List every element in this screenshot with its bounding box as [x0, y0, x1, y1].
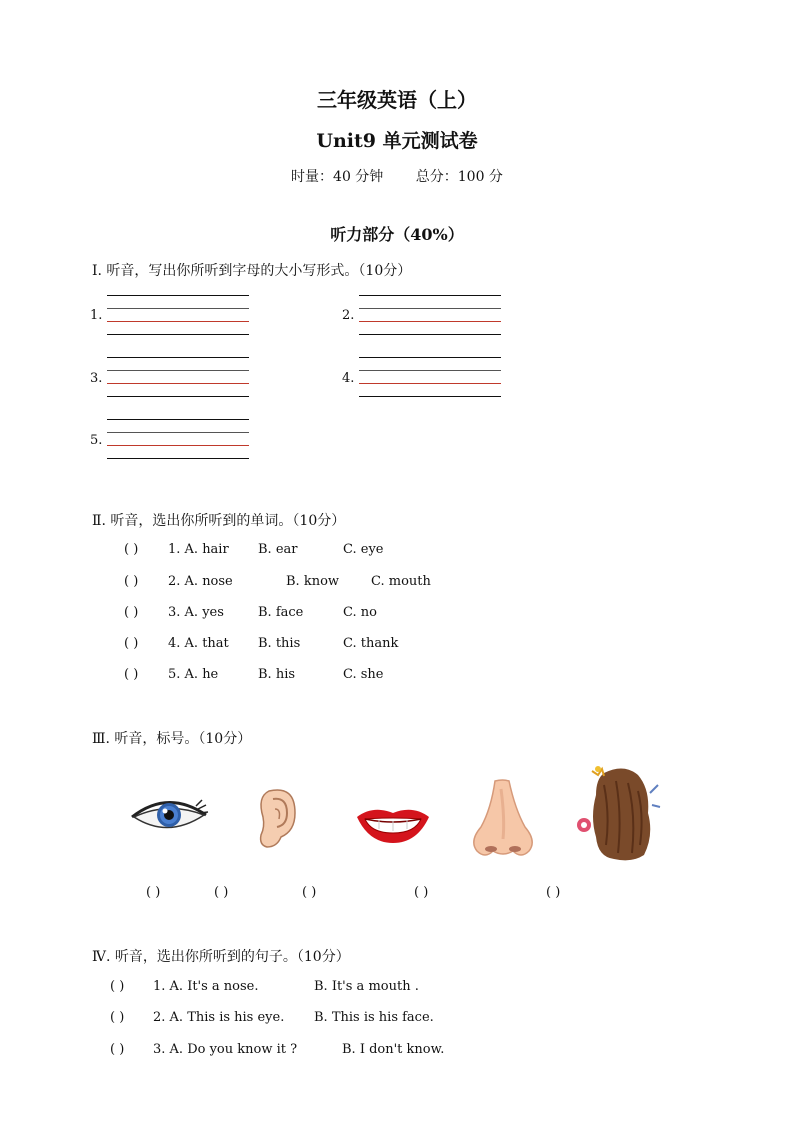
- part-heading: 听力部分（40%）: [330, 225, 464, 244]
- eye-picture: [128, 795, 210, 835]
- label-blank[interactable]: ( ): [302, 885, 317, 900]
- answer-blank[interactable]: ( ): [124, 574, 139, 589]
- option-b: B. This is his face.: [314, 1010, 434, 1025]
- option-a: 4. A. that: [168, 636, 229, 651]
- answer-blank[interactable]: ( ): [124, 667, 139, 682]
- question-row: [124, 542, 524, 562]
- option-c: C. eye: [343, 542, 384, 557]
- label-blank[interactable]: ( ): [414, 885, 429, 900]
- exam-meta: [0, 166, 794, 186]
- hair-picture: [574, 765, 662, 863]
- section3-heading: Ⅲ. 听音，标号。（10分）: [92, 731, 252, 747]
- answer-blank[interactable]: ( ): [124, 542, 139, 557]
- sentence-row: [110, 979, 510, 999]
- mouth-picture: [355, 803, 431, 845]
- option-c: C. no: [343, 605, 377, 620]
- exam-time: 时量：40 分钟: [291, 169, 384, 185]
- answer-blank[interactable]: ( ): [124, 636, 139, 651]
- answer-blank[interactable]: ( ): [110, 979, 125, 994]
- exam-score: 总分：100 分: [415, 169, 503, 185]
- option-b: B. I don't know.: [342, 1042, 445, 1057]
- four-line-writing-grid[interactable]: [359, 357, 501, 399]
- option-c: C. mouth: [371, 574, 431, 589]
- label-blank[interactable]: ( ): [546, 885, 561, 900]
- option-a: 3. A. yes: [168, 605, 224, 620]
- section2-heading: Ⅱ. 听音，选出你所听到的单词。（10分）: [92, 513, 346, 529]
- four-line-writing-grid[interactable]: [107, 295, 249, 337]
- option-a: 1. A. hair: [168, 542, 229, 557]
- answer-blank[interactable]: ( ): [110, 1042, 125, 1057]
- letter-item-number: 5.: [90, 433, 103, 448]
- page-title: 三年级英语（上）: [317, 88, 477, 112]
- sentence-row: [110, 1010, 510, 1030]
- label-blank[interactable]: ( ): [146, 885, 161, 900]
- question-row: [124, 605, 524, 625]
- option-a: 5. A. he: [168, 667, 219, 682]
- letter-item-number: 2.: [342, 308, 355, 323]
- label-blank[interactable]: ( ): [214, 885, 229, 900]
- option-b: B. his: [258, 667, 296, 682]
- section1-heading: Ⅰ. 听音，写出你所听到字母的大小写形式。（10分）: [92, 263, 412, 279]
- option-a: 2. A. This is his eye.: [153, 1010, 285, 1025]
- question-row: [124, 574, 524, 594]
- option-c: C. she: [343, 667, 384, 682]
- nose-picture: [469, 779, 537, 859]
- option-a: 2. A. nose: [168, 574, 233, 589]
- answer-blank[interactable]: ( ): [110, 1010, 125, 1025]
- letter-item-number: 1.: [90, 308, 103, 323]
- option-b: B. ear: [258, 542, 298, 557]
- sentence-row: [110, 1042, 510, 1062]
- option-b: B. know: [286, 574, 340, 589]
- four-line-writing-grid[interactable]: [107, 419, 249, 461]
- question-row: [124, 636, 524, 656]
- four-line-writing-grid[interactable]: [359, 295, 501, 337]
- four-line-writing-grid[interactable]: [107, 357, 249, 399]
- option-b: B. this: [258, 636, 301, 651]
- section4-heading: Ⅳ. 听音，选出你所听到的句子。（10分）: [92, 949, 350, 965]
- option-a: 1. A. It's a nose.: [153, 979, 259, 994]
- option-a: 3. A. Do you know it ?: [153, 1042, 298, 1057]
- letter-item-number: 4.: [342, 371, 355, 386]
- letter-item-number: 3.: [90, 371, 103, 386]
- option-b: B. It's a mouth .: [314, 979, 419, 994]
- option-c: C. thank: [343, 636, 399, 651]
- page-subtitle: Unit9 单元测试卷: [316, 130, 478, 152]
- ear-picture: [255, 787, 299, 851]
- question-row: [124, 667, 524, 687]
- option-b: B. face: [258, 605, 304, 620]
- answer-blank[interactable]: ( ): [124, 605, 139, 620]
